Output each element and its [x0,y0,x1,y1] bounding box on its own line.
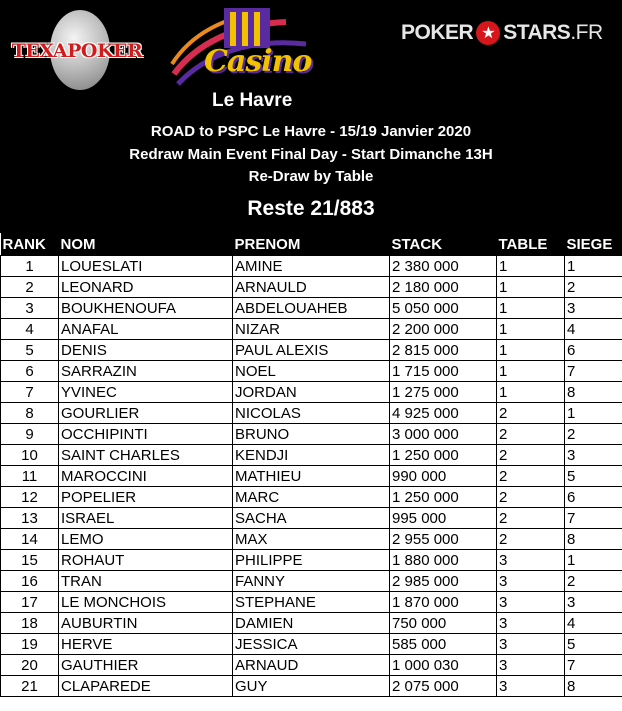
cell-prenom: PAUL ALEXIS [233,340,390,361]
cell-siege: 8 [565,382,622,403]
table-row [1,298,622,319]
cell-rank: 12 [1,487,59,508]
column-header-table: TABLE [497,233,565,256]
cell-stack: 1 250 000 [390,445,497,466]
cell-table: 2 [497,424,565,445]
cell-table: 3 [497,571,565,592]
cell-prenom: ARNAULD [233,277,390,298]
cell-stack: 2 815 000 [390,340,497,361]
column-header-stack: STACK [390,233,497,256]
cell-siege: 8 [565,676,622,697]
cell-rank: 2 [1,277,59,298]
cell-prenom: DAMIEN [233,613,390,634]
cell-nom: LE MONCHOIS [59,592,233,613]
table-row [1,571,622,592]
cell-siege: 2 [565,277,622,298]
cell-rank: 18 [1,613,59,634]
cell-table: 3 [497,613,565,634]
cell-table: 3 [497,550,565,571]
cell-prenom: BRUNO [233,424,390,445]
table-row [1,466,622,487]
cell-rank: 4 [1,319,59,340]
cell-siege: 5 [565,634,622,655]
cell-table: 3 [497,634,565,655]
table-row [1,676,622,697]
cell-table: 1 [497,382,565,403]
table-header-row [1,233,622,256]
table-row [1,550,622,571]
cell-stack: 2 075 000 [390,676,497,697]
cell-siege: 7 [565,508,622,529]
casino-le-havre-logo [166,4,336,114]
cell-table: 3 [497,655,565,676]
cell-siege: 3 [565,298,622,319]
cell-prenom: NIZAR [233,319,390,340]
cell-siege: 7 [565,655,622,676]
players-remaining: Reste 21/883 [247,197,375,220]
cell-rank: 5 [1,340,59,361]
cell-nom: GOURLIER [59,403,233,424]
table-body [1,256,622,697]
cell-stack: 3 000 000 [390,424,497,445]
event-title: ROAD to PSPC Le Havre - 15/19 Janvier 2020 [150,123,472,140]
cell-nom: AUBURTIN [59,613,233,634]
event-subtitle: Redraw Main Event Final Day - Start Dimanche 13H [129,146,493,163]
table-row [1,613,622,634]
cell-prenom: GUY [233,676,390,697]
cell-nom: ROHAUT [59,550,233,571]
cell-siege: 4 [565,613,622,634]
pokerstars-word-poker: POKER [401,21,474,44]
cell-rank: 6 [1,361,59,382]
cell-rank: 3 [1,298,59,319]
cell-prenom: SACHA [233,508,390,529]
cell-table: 2 [497,508,565,529]
cell-stack: 1 000 030 [390,655,497,676]
cell-rank: 7 [1,382,59,403]
cell-nom: ISRAEL [59,508,233,529]
cell-rank: 17 [1,592,59,613]
cell-stack: 2 955 000 [390,529,497,550]
cell-siege: 3 [565,445,622,466]
cell-table: 1 [497,256,565,277]
cell-siege: 8 [565,529,622,550]
cell-siege: 1 [565,550,622,571]
cell-prenom: JORDAN [233,382,390,403]
cell-stack: 2 985 000 [390,571,497,592]
cell-rank: 16 [1,571,59,592]
cell-prenom: AMINE [233,256,390,277]
table-row [1,340,622,361]
cell-stack: 990 000 [390,466,497,487]
texapoker-wordmark: TEXAPOKER [11,40,143,62]
cell-table: 3 [497,592,565,613]
table-row [1,319,622,340]
cell-rank: 21 [1,676,59,697]
cell-stack: 1 715 000 [390,361,497,382]
cell-nom: SAINT CHARLES [59,445,233,466]
cell-nom: DENIS [59,340,233,361]
cell-prenom: FANNY [233,571,390,592]
cell-prenom: JESSICA [233,634,390,655]
cell-rank: 13 [1,508,59,529]
casino-wordmark: Casino [204,44,312,79]
cell-stack: 1 870 000 [390,592,497,613]
table-row [1,403,622,424]
cell-table: 1 [497,298,565,319]
cell-stack: 2 200 000 [390,319,497,340]
cell-stack: 585 000 [390,634,497,655]
texapoker-logo [10,10,144,96]
cell-prenom: NOEL [233,361,390,382]
cell-stack: 2 180 000 [390,277,497,298]
cell-nom: SARRAZIN [59,361,233,382]
cell-nom: TRAN [59,571,233,592]
event-redraw-note: Re-Draw by Table [248,168,374,185]
cell-stack: 750 000 [390,613,497,634]
table-row [1,424,622,445]
cell-table: 2 [497,445,565,466]
cell-table: 2 [497,403,565,424]
casino-city: Le Havre [212,90,293,111]
column-header-prenom: PRENOM [233,233,390,256]
column-header-rank: RANK [1,233,59,256]
cell-rank: 20 [1,655,59,676]
pokerstars-logo [401,20,603,46]
cell-rank: 8 [1,403,59,424]
table-row [1,634,622,655]
column-header-siege: SIEGE [565,233,622,256]
pokerstars-tld: .FR [570,21,603,44]
cell-rank: 11 [1,466,59,487]
cell-prenom: MATHIEU [233,466,390,487]
cell-stack: 995 000 [390,508,497,529]
cell-prenom: NICOLAS [233,403,390,424]
cell-rank: 19 [1,634,59,655]
seating-table [0,233,622,697]
cell-prenom: ARNAUD [233,655,390,676]
cell-siege: 3 [565,592,622,613]
cell-rank: 14 [1,529,59,550]
table-row [1,655,622,676]
cell-siege: 1 [565,256,622,277]
table-row [1,592,622,613]
cell-stack: 1 250 000 [390,487,497,508]
table-row [1,508,622,529]
cell-stack: 5 050 000 [390,298,497,319]
cell-table: 3 [497,676,565,697]
cell-rank: 1 [1,256,59,277]
cell-table: 2 [497,529,565,550]
cell-nom: HERVE [59,634,233,655]
cell-rank: 15 [1,550,59,571]
cell-nom: OCCHIPINTI [59,424,233,445]
cell-siege: 6 [565,340,622,361]
cell-table: 1 [497,340,565,361]
cell-stack: 4 925 000 [390,403,497,424]
column-header-nom: NOM [59,233,233,256]
cell-table: 1 [497,277,565,298]
cell-nom: ANAFAL [59,319,233,340]
cell-table: 1 [497,319,565,340]
table-row [1,277,622,298]
cell-siege: 5 [565,466,622,487]
cell-nom: GAUTHIER [59,655,233,676]
cell-nom: YVINEC [59,382,233,403]
cell-prenom: ABDELOUAHEB [233,298,390,319]
cell-prenom: MARC [233,487,390,508]
cell-siege: 7 [565,361,622,382]
cell-prenom: PHILIPPE [233,550,390,571]
cell-table: 2 [497,487,565,508]
cell-nom: MAROCCINI [59,466,233,487]
cell-prenom: MAX [233,529,390,550]
star-icon: ★ [476,21,500,45]
cell-nom: BOUKHENOUFA [59,298,233,319]
cell-stack: 2 380 000 [390,256,497,277]
pokerstars-word-stars: STARS [503,21,571,44]
table-row [1,529,622,550]
cell-table: 1 [497,361,565,382]
cell-nom: LEMO [59,529,233,550]
cell-rank: 9 [1,424,59,445]
cell-stack: 1 275 000 [390,382,497,403]
cell-prenom: KENDJI [233,445,390,466]
table-row [1,487,622,508]
cell-siege: 2 [565,424,622,445]
cell-nom: POPELIER [59,487,233,508]
cell-siege: 1 [565,403,622,424]
cell-nom: LEONARD [59,277,233,298]
cell-siege: 2 [565,571,622,592]
cell-nom: CLAPAREDE [59,676,233,697]
cell-prenom: STEPHANE [233,592,390,613]
page-header [0,0,622,233]
cell-siege: 4 [565,319,622,340]
cell-stack: 1 880 000 [390,550,497,571]
table-row [1,445,622,466]
table-row [1,382,622,403]
table-row [1,256,622,277]
cell-siege: 6 [565,487,622,508]
cell-nom: LOUESLATI [59,256,233,277]
table-row [1,361,622,382]
cell-rank: 10 [1,445,59,466]
cell-table: 2 [497,466,565,487]
